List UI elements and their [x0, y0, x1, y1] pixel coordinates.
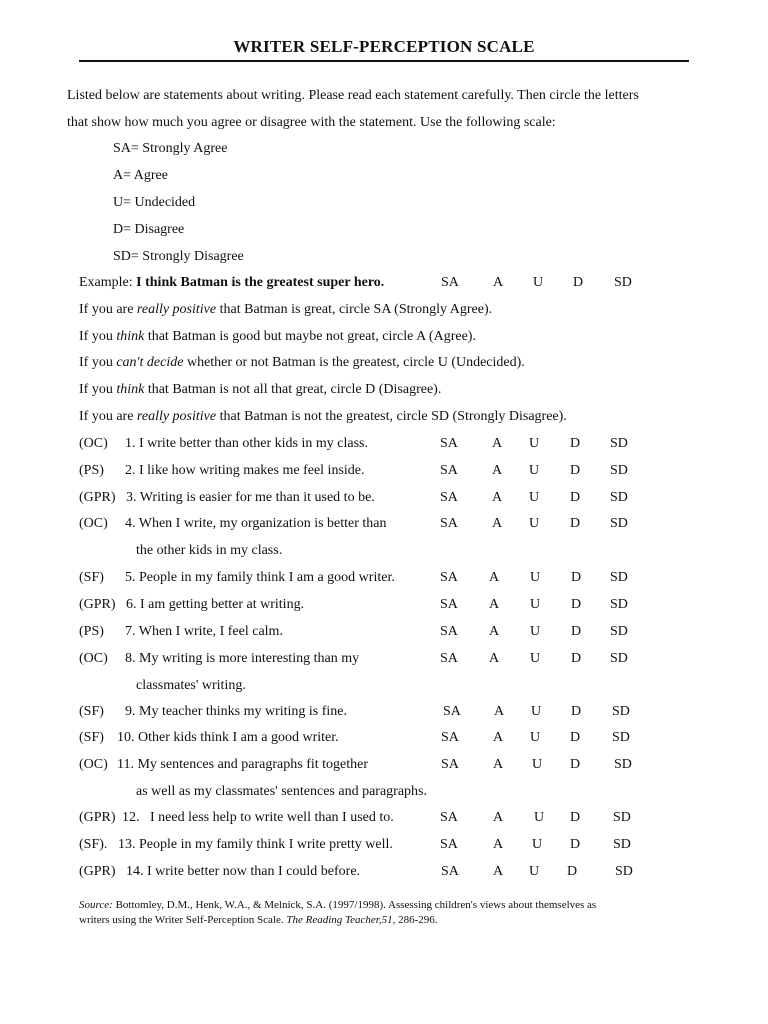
- instruction-emphasis: really positive: [136, 302, 217, 317]
- instruction-text: that Batman is not the greatest, circle SD (Strongly Disagree).: [216, 409, 567, 424]
- scale-a: A= Agree: [113, 168, 168, 183]
- instruction-text: If you are: [79, 409, 137, 424]
- source-line-2: [79, 913, 438, 927]
- item-statement: 5. People in my family think I am a good writer.: [125, 570, 395, 585]
- item-response-sa[interactable]: SA: [441, 730, 459, 745]
- item-response-sd[interactable]: SD: [615, 864, 633, 879]
- source-pages: 286-296.: [395, 914, 438, 926]
- item-statement-continuation: as well as my classmates' sentences and paragraphs.: [136, 784, 427, 799]
- item-response-u[interactable]: U: [530, 570, 541, 585]
- item-response-d[interactable]: D: [570, 463, 581, 478]
- source-text: writers using the Writer Self-Perception Scale.: [79, 914, 287, 926]
- item-response-u[interactable]: U: [532, 837, 543, 852]
- item-category-code: (OC): [79, 516, 108, 531]
- item-statement: 14. I write better now than I could before.: [126, 864, 361, 879]
- item-category-code: (OC): [79, 757, 108, 772]
- instruction-text: that Batman is not all that great, circle D (Disagree).: [144, 382, 442, 397]
- item-response-u[interactable]: U: [529, 516, 540, 531]
- item-response-sd[interactable]: SD: [612, 704, 630, 719]
- item-response-sa[interactable]: SA: [440, 516, 458, 531]
- item-statement: 4. When I write, my organization is better than: [125, 516, 387, 531]
- instruction-emphasis: really positive: [136, 409, 217, 424]
- item-response-d[interactable]: D: [570, 837, 581, 852]
- instruction-text: If you are: [79, 302, 137, 317]
- instruction-text: If you: [79, 382, 117, 397]
- example-response-sa[interactable]: SA: [441, 275, 459, 290]
- item-response-sa[interactable]: SA: [440, 570, 458, 585]
- item-response-u[interactable]: U: [532, 757, 543, 772]
- item-response-a[interactable]: A: [493, 810, 504, 825]
- example-response-a[interactable]: A: [493, 275, 504, 290]
- item-statement-continuation: the other kids in my class.: [136, 543, 283, 558]
- item-response-sd[interactable]: SD: [610, 463, 628, 478]
- item-response-sd[interactable]: SD: [613, 837, 631, 852]
- item-response-sa[interactable]: SA: [440, 837, 458, 852]
- item-statement: 11. My sentences and paragraphs fit together: [117, 757, 369, 772]
- item-response-d[interactable]: D: [571, 570, 582, 585]
- item-response-d[interactable]: D: [570, 436, 581, 451]
- title-underline: [79, 60, 689, 62]
- example-statement: I think Batman is the greatest super hero.: [136, 275, 385, 290]
- item-category-code: (PS): [79, 463, 104, 478]
- scale-d: D= Disagree: [113, 222, 185, 237]
- instruction-line: [79, 302, 492, 318]
- item-response-sd[interactable]: SD: [610, 597, 628, 612]
- item-response-sa[interactable]: SA: [440, 463, 458, 478]
- item-response-sd[interactable]: SD: [612, 730, 630, 745]
- item-statement: 9. My teacher thinks my writing is fine.: [125, 704, 348, 719]
- item-response-sd[interactable]: SD: [610, 436, 628, 451]
- item-response-sa[interactable]: SA: [440, 597, 458, 612]
- item-response-sd[interactable]: SD: [610, 651, 628, 666]
- item-response-a[interactable]: A: [493, 864, 504, 879]
- instruction-text: that Batman is good but maybe not great, circle A (Agree).: [144, 329, 476, 344]
- item-category-code: (PS): [79, 624, 104, 639]
- item-response-u[interactable]: U: [530, 597, 541, 612]
- item-response-d[interactable]: D: [570, 490, 581, 505]
- item-response-a[interactable]: A: [489, 624, 500, 639]
- item-response-sd[interactable]: SD: [613, 810, 631, 825]
- item-statement: 2. I like how writing makes me feel inside.: [125, 463, 365, 478]
- item-response-u[interactable]: U: [529, 490, 540, 505]
- item-response-a[interactable]: A: [492, 436, 503, 451]
- item-response-d[interactable]: D: [567, 864, 578, 879]
- item-category-code: (SF): [79, 704, 104, 719]
- instruction-text: If you: [79, 355, 117, 370]
- instruction-line: [79, 409, 567, 425]
- instruction-emphasis: think: [116, 382, 145, 397]
- item-response-d[interactable]: D: [571, 704, 582, 719]
- source-text: Bottomley, D.M., Henk, W.A., & Melnick, S.A. (1997/1998). Assessing children's views about themselves as: [112, 899, 597, 911]
- instruction-text: that Batman is great, circle SA (Strongly Agree).: [216, 302, 493, 317]
- item-category-code: (GPR): [79, 810, 116, 825]
- example-line: [79, 275, 384, 291]
- example-response-u[interactable]: U: [533, 275, 544, 290]
- item-category-code: (GPR): [79, 597, 116, 612]
- item-response-a[interactable]: A: [489, 570, 500, 585]
- item-response-d[interactable]: D: [570, 516, 581, 531]
- item-category-code: (SF): [79, 730, 104, 745]
- item-statement: 8. My writing is more interesting than my: [125, 651, 360, 666]
- item-category-code: (GPR): [79, 864, 116, 879]
- page-title: WRITER SELF-PERCEPTION SCALE: [233, 37, 535, 56]
- example-response-sd[interactable]: SD: [614, 275, 632, 290]
- item-response-sa[interactable]: SA: [440, 436, 458, 451]
- item-response-sd[interactable]: SD: [610, 624, 628, 639]
- item-response-u[interactable]: U: [529, 436, 540, 451]
- scale-sa: SA= Strongly Agree: [113, 141, 228, 156]
- item-response-a[interactable]: A: [493, 730, 504, 745]
- item-response-u[interactable]: U: [530, 730, 541, 745]
- scale-u: U= Undecided: [113, 195, 196, 210]
- item-response-sa[interactable]: SA: [440, 651, 458, 666]
- item-response-a[interactable]: A: [494, 704, 505, 719]
- item-response-sd[interactable]: SD: [610, 516, 628, 531]
- example-label: Example:: [79, 275, 133, 290]
- item-statement-continuation: classmates' writing.: [136, 678, 246, 693]
- item-response-d[interactable]: D: [571, 597, 582, 612]
- item-response-u[interactable]: U: [534, 810, 545, 825]
- item-response-d[interactable]: D: [570, 810, 581, 825]
- instruction-emphasis: think: [116, 329, 145, 344]
- source-label: Source:: [79, 899, 113, 911]
- item-response-d[interactable]: D: [570, 730, 581, 745]
- item-statement: 3. Writing is easier for me than it used to be.: [126, 490, 375, 505]
- instruction-line: [79, 355, 525, 371]
- item-response-sa[interactable]: SA: [440, 810, 458, 825]
- item-response-d[interactable]: D: [571, 651, 582, 666]
- item-response-a[interactable]: A: [493, 757, 504, 772]
- item-response-a[interactable]: A: [489, 651, 500, 666]
- item-response-u[interactable]: U: [529, 864, 540, 879]
- item-category-code: (SF): [79, 570, 104, 585]
- item-response-sa[interactable]: SA: [441, 864, 459, 879]
- instruction-emphasis: can't decide: [116, 355, 184, 370]
- item-response-u[interactable]: U: [531, 704, 542, 719]
- instruction-text: whether or not Batman is the greatest, circle U (Undecided).: [183, 355, 525, 370]
- item-response-sa[interactable]: SA: [443, 704, 461, 719]
- item-statement: 12. I need less help to write well than I used to.: [122, 810, 394, 825]
- instruction-line: [79, 382, 441, 398]
- item-response-a[interactable]: A: [492, 490, 503, 505]
- item-response-a[interactable]: A: [493, 837, 504, 852]
- item-response-d[interactable]: D: [571, 624, 582, 639]
- instruction-text: If you: [79, 329, 117, 344]
- item-response-d[interactable]: D: [570, 757, 581, 772]
- item-response-a[interactable]: A: [489, 597, 500, 612]
- item-response-a[interactable]: A: [492, 516, 503, 531]
- item-category-code: (OC): [79, 436, 108, 451]
- item-response-u[interactable]: U: [529, 463, 540, 478]
- instruction-line: [79, 329, 476, 345]
- item-statement: 6. I am getting better at writing.: [126, 597, 305, 612]
- item-category-code: (SF).: [79, 837, 108, 852]
- source-line-1: [79, 898, 596, 912]
- item-category-code: (GPR): [79, 490, 116, 505]
- item-response-sd[interactable]: SD: [610, 490, 628, 505]
- item-response-sa[interactable]: SA: [440, 490, 458, 505]
- item-response-u[interactable]: U: [530, 651, 541, 666]
- item-statement: 1. I write better than other kids in my class.: [125, 436, 368, 451]
- item-category-code: (OC): [79, 651, 108, 666]
- scale-sd: SD= Strongly Disagree: [113, 249, 244, 264]
- item-response-sd[interactable]: SD: [610, 570, 628, 585]
- item-response-u[interactable]: U: [530, 624, 541, 639]
- item-response-sa[interactable]: SA: [440, 624, 458, 639]
- item-statement: 7. When I write, I feel calm.: [125, 624, 283, 639]
- intro-line-1: Listed below are statements about writing. Please read each statement carefully. Then circle the letters: [67, 88, 639, 103]
- source-journal: The Reading Teacher,51,: [286, 914, 396, 926]
- item-statement: 13. People in my family think I write pretty well.: [118, 837, 393, 852]
- item-response-sa[interactable]: SA: [441, 757, 459, 772]
- item-statement: 10. Other kids think I am a good writer.: [117, 730, 339, 745]
- example-response-d[interactable]: D: [573, 275, 584, 290]
- intro-line-2: that show how much you agree or disagree with the statement. Use the following scale:: [67, 115, 556, 130]
- item-response-sd[interactable]: SD: [614, 757, 632, 772]
- item-response-a[interactable]: A: [492, 463, 503, 478]
